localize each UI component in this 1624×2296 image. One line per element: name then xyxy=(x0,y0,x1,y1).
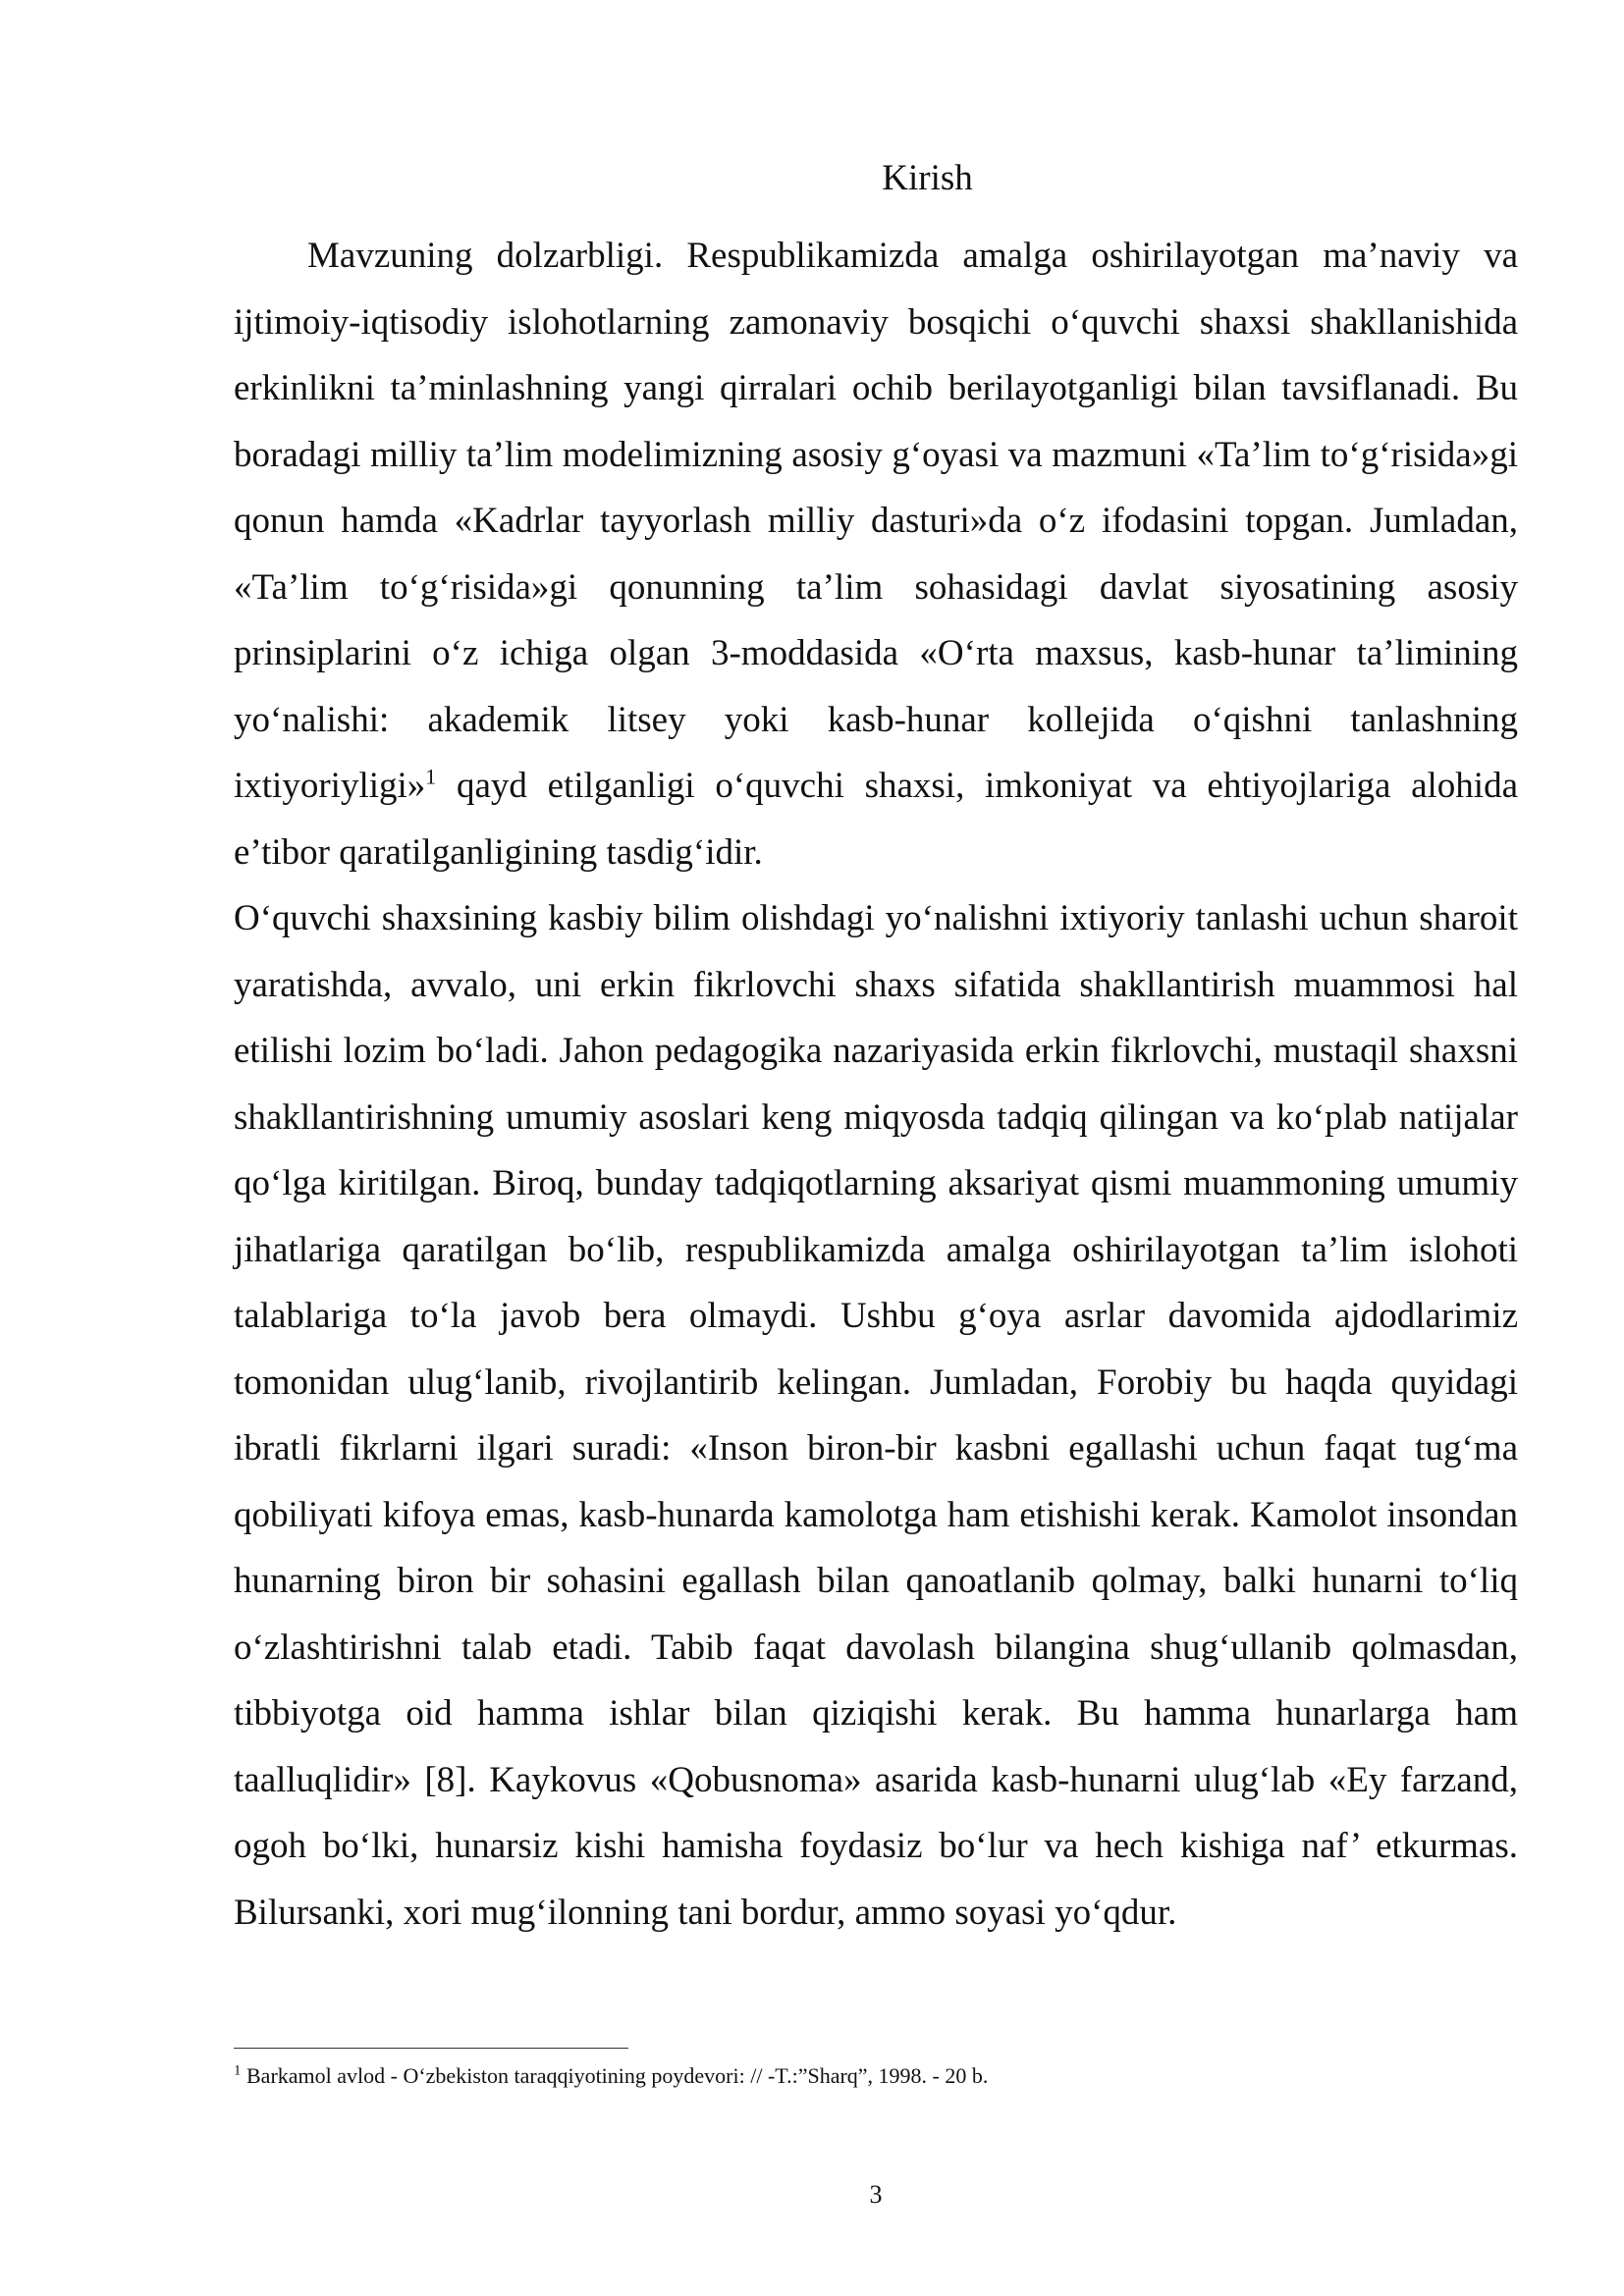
paragraph-1-text: Mavzuning dolzarbligi. Respublikamizda amalga oshirilayotgan ma’naviy va ijtimoiy-iqtisodiy islohotlarning zamonaviy bosqichi o‘quvchi shaxsi shakllanishida erkinlikni ta’minlashning yangi qirralari ochib berilayotganligi bilan tavsiflanadi. Bu boradagi milliy ta’lim modelimizning asosiy g‘oyasi va mazmuni «Ta’lim to‘g‘risida»gi qonun hamda «Kadrlar tayyorlash milliy dasturi»da o‘z ifodasini topgan. Jumladan, «Ta’lim to‘g‘risida»gi qonunning ta’lim sohasidagi davlat siyosatining asosiy prinsiplarini o‘z ichiga olgan 3-moddasida «O‘rta maxsus, kasb-hunar ta’limining yo‘nalishi: akademik litsey yoki kasb-hunar kollejida o‘qishni tanlashning ixtiyoriyligi» xyxy=(234,236,1518,806)
page-number: 3 xyxy=(869,2180,883,2209)
footnote-mark: 1 xyxy=(234,2062,242,2079)
paragraph-2: O‘quvchi shaxsining kasbiy bilim olishdagi yo‘nalishni ixtiyoriy tanlashi uchun sharoit yaratishda, avvalo, uni erkin fikrlovchi shaxs sifatida shakllantirish muammosi hal etilishi lozim bo‘ladi. Jahon pedagogika nazariyasida erkin fikrlovchi, mustaqil shaxsni shakllantirishning umumiy asoslari keng miqyosda tadqiq qilingan va ko‘plab natijalar qo‘lga kiritilgan. Biroq, bunday tadqiqotlarning aksariyat qismi muammoning umumiy jihatlariga qaratilgan bo‘lib, respublikamizda amalga oshirilayotgan ta’lim islohoti talablariga to‘la javob bera olmaydi. Ushbu g‘oya asrlar davomida ajdodlarimiz tomonidan ulug‘lanib, rivojlantirib kelingan. Jumladan, Forobiy bu haqda quyidagi ibratli fikrlarni ilgari suradi: «Inson biron-bir kasbni egallashi uchun faqat tug‘ma qobiliyati kifoya emas, kasb-hunarda kamolotga ham etishishi kerak. Kamolot insondan hunarning biron bir sohasini egallash bilan qanoatlanib qolmay, balki hunarni to‘liq o‘zlashtirishni talab etadi. Tabib faqat davolash bilangina shug‘ullanib qolmasdan, tibbiyotga oid hamma ishlar bilan qiziqishi kerak. Bu hamma hunarlarga ham taalluqlidir» [8]. Kaykovus «Qobusnoma» asarida kasb-hunarni ulug‘lab «Ey farzand, ogoh bo‘lki, hunarsiz kishi hamisha foydasiz bo‘lur va hech kishiga naf’ etkurmas. Bilursanki, xori mug‘ilonning tani bordur, ammo soyasi yo‘qdur. xyxy=(234,898,1518,1933)
paragraph-1-continuation: qayd etilganligi o‘quvchi shaxsi, imkoniyat va ehtiyojlariga alohida e’tibor qaratilganligining tasdig‘idir. xyxy=(234,766,1518,873)
footnote-reference: 1 xyxy=(425,764,437,789)
section-heading: Kirish xyxy=(882,158,973,198)
body-text xyxy=(234,223,1518,1946)
footnote-text: Barkamol avlod - O‘zbekiston taraqqiyotining poydevori: // -T.:”Sharq”, 1998. - 20 b. xyxy=(241,2063,989,2088)
footnote-separator xyxy=(234,2048,628,2049)
footnote xyxy=(234,2061,1518,2091)
paragraph-relevance xyxy=(234,223,1518,885)
